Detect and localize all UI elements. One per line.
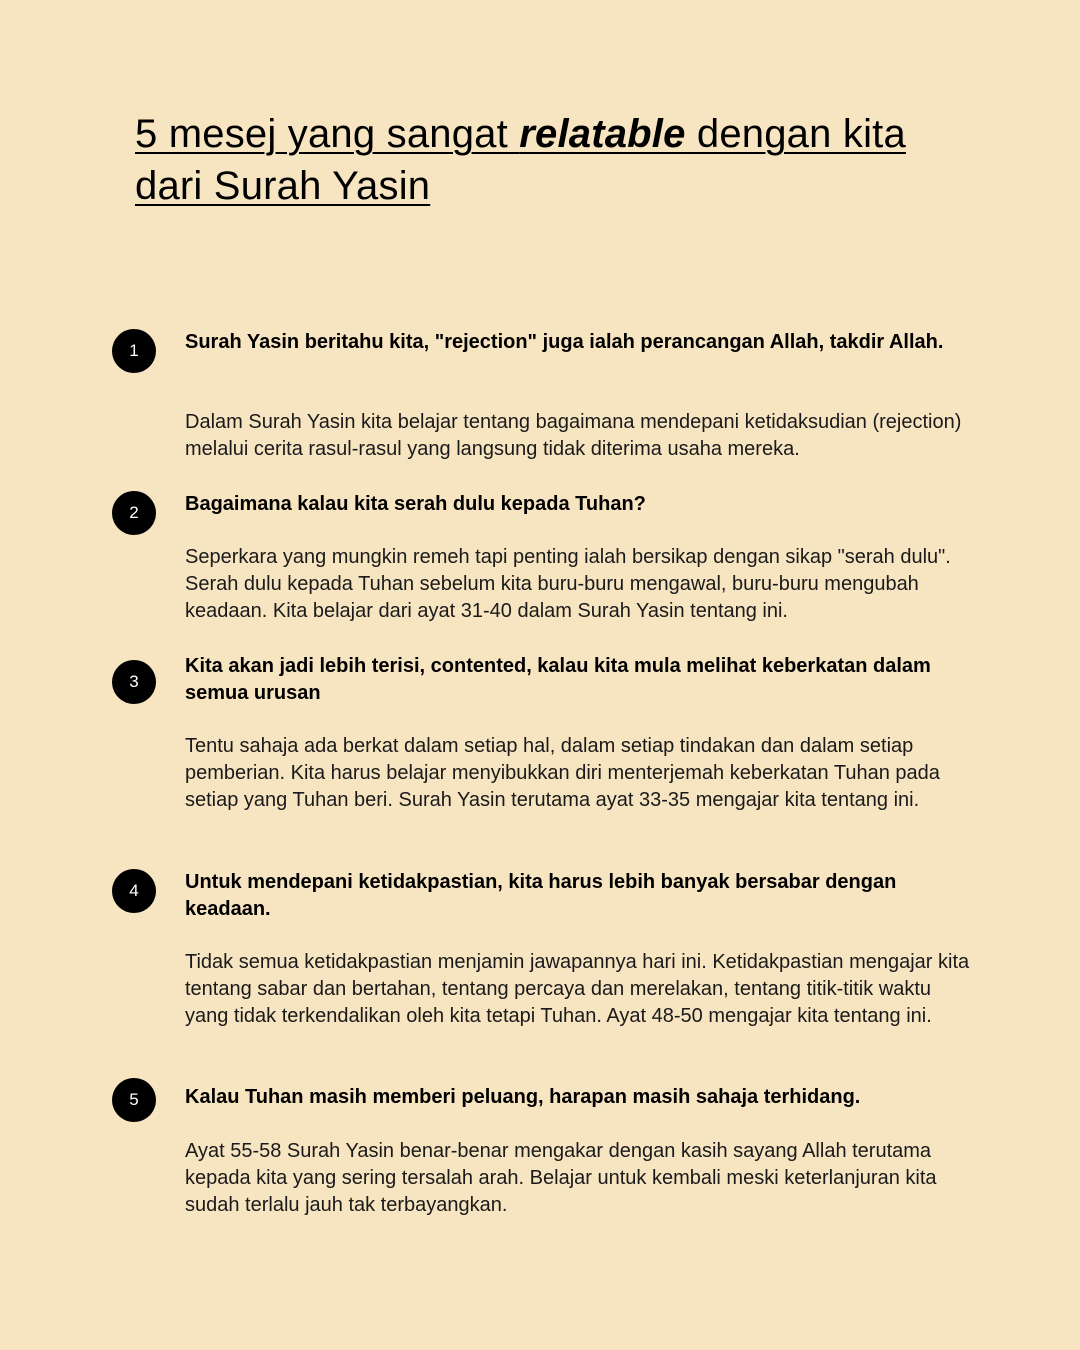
number-badge: 5 xyxy=(112,1078,156,1122)
number-badge: 1 xyxy=(112,329,156,373)
page-title xyxy=(135,108,955,212)
title-emphasis: relatable xyxy=(519,112,686,156)
item-heading: Bagaimana kalau kita serah dulu kepada Tuhan? xyxy=(185,493,646,515)
item-heading: Kalau Tuhan masih memberi peluang, harapan masih sahaja terhidang. xyxy=(185,1086,861,1108)
item-body: Dalam Surah Yasin kita belajar tentang bagaimana mendepani ketidaksudian (rejection) melalui cerita rasul-rasul yang langsung tidak diterima usaha mereka. xyxy=(185,411,962,460)
number-badge: 3 xyxy=(112,660,156,704)
item-heading: Untuk mendepani ketidakpastian, kita harus lebih banyak bersabar dengan keadaan. xyxy=(185,871,897,920)
title-part-1: 5 mesej yang sangat xyxy=(135,112,520,156)
item-body: Seperkara yang mungkin remeh tapi penting ialah bersikap dengan sikap "serah dulu". Serah dulu kepada Tuhan sebelum kita buru-buru mengawal, buru-buru mengubah keadaan. Kita belajar dari ayat 31-40 dalam Surah Yasin tentang ini. xyxy=(185,546,951,622)
item-heading: Kita akan jadi lebih terisi, contented, kalau kita mula melihat keberkatan dalam semua urusan xyxy=(185,655,931,704)
item-heading: Surah Yasin beritahu kita, "rejection" juga ialah perancangan Allah, takdir Allah. xyxy=(185,331,944,353)
item-body: Tidak semua ketidakpastian menjamin jawapannya hari ini. Ketidakpastian mengajar kita tentang sabar dan bertahan, tentang percaya dan merelakan, tentang titik-titik waktu yang tidak terkendalikan oleh kita tetapi Tuhan. Ayat 48-50 mengajar kita tentang ini. xyxy=(185,951,970,1027)
title-part-2: dengan kita dari Surah Yasin xyxy=(135,112,906,208)
item-body: Tentu sahaja ada berkat dalam setiap hal, dalam setiap tindakan dan dalam setiap pemberian. Kita harus belajar menyibukkan diri menterjemah keberkatan Tuhan pada setiap yang Tuhan beri. Surah Yasin terutama ayat 33-35 mengajar kita tentang ini. xyxy=(185,735,940,811)
number-badge: 4 xyxy=(112,869,156,913)
item-body: Ayat 55-58 Surah Yasin benar-benar mengakar dengan kasih sayang Allah terutama kepada kita yang sering tersalah arah. Belajar untuk kembali meski keterlanjuran kita sudah terlalu jauh tak terbayangkan. xyxy=(185,1140,937,1216)
number-badge: 2 xyxy=(112,491,156,535)
